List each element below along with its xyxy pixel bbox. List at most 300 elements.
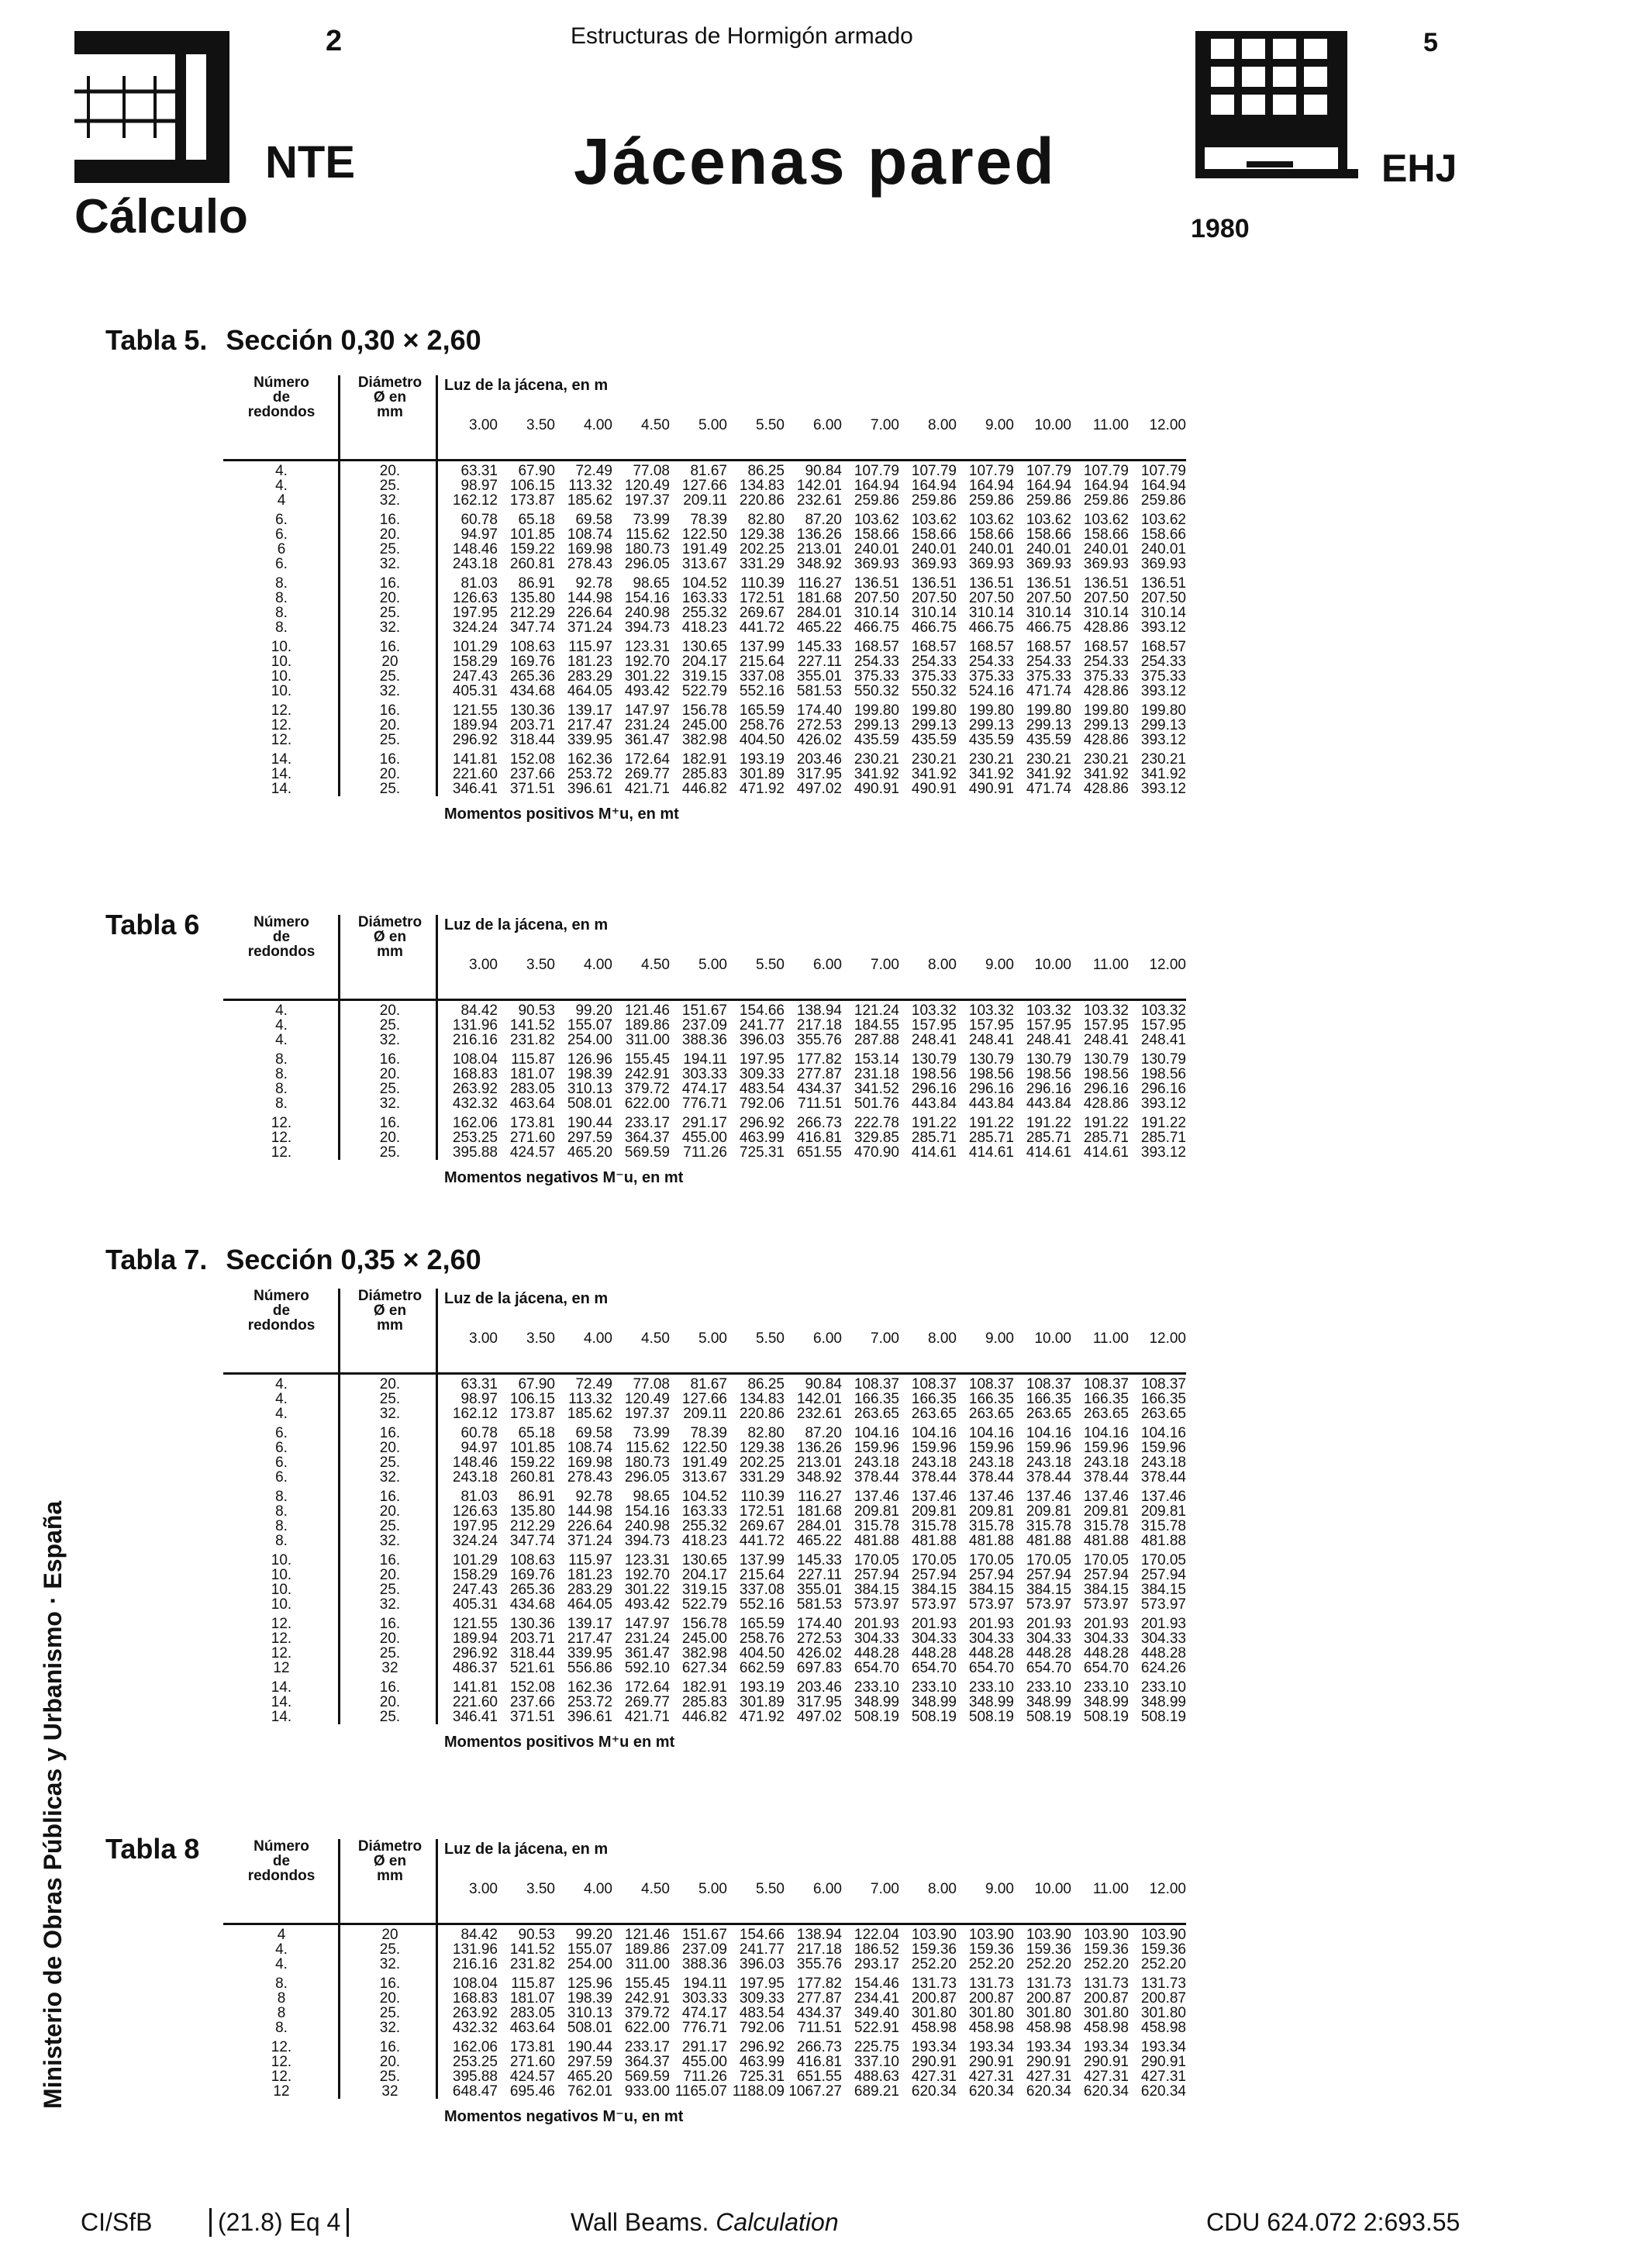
cell-moment: 108.37 <box>1026 1376 1071 1392</box>
cell-moment: 159.96 <box>1083 1440 1129 1456</box>
cell-moment: 269.67 <box>739 605 785 621</box>
cell-moment: 243.18 <box>1026 1454 1071 1471</box>
cell-diametro: 16. <box>379 2039 401 2055</box>
cell-numero: 10. <box>271 1596 292 1613</box>
cell-moment: 137.99 <box>739 639 785 655</box>
cell-moment: 293.17 <box>854 1956 899 1972</box>
cell-moment: 103.90 <box>911 1927 957 1943</box>
cell-moment: 197.95 <box>452 605 498 621</box>
cell-moment: 651.55 <box>796 1144 842 1161</box>
cell-moment: 369.93 <box>1026 556 1071 572</box>
cell-moment: 115.62 <box>626 526 670 543</box>
numero-header-line: Número <box>253 374 309 391</box>
cell-moment: 394.73 <box>624 619 670 636</box>
diametro-header-line: Diámetro <box>357 1288 422 1304</box>
cell-moment: 130.79 <box>1140 1051 1186 1068</box>
cell-numero: 12. <box>271 2069 292 2085</box>
cell-moment: 103.62 <box>854 512 899 528</box>
column-divider <box>338 1839 340 1927</box>
cell-moment: 200.87 <box>1140 1990 1186 2007</box>
diametro-header-line: mm <box>377 1317 403 1334</box>
cell-moment: 348.92 <box>796 1469 842 1486</box>
cell-moment: 253.72 <box>567 1694 612 1710</box>
cell-moment: 203.71 <box>509 1630 555 1647</box>
cell-moment: 259.86 <box>911 492 957 509</box>
cell-moment: 247.43 <box>452 668 498 685</box>
cell-numero: 14. <box>271 751 292 768</box>
span-length-label: Luz de la jácena, en m <box>444 916 609 933</box>
cell-moment: 121.24 <box>854 1002 899 1019</box>
cell-moment: 620.34 <box>1026 2083 1071 2100</box>
cell-moment: 215.64 <box>739 1567 785 1583</box>
cell-moment: 152.08 <box>509 1679 555 1696</box>
cell-diametro: 32. <box>379 1956 401 1972</box>
cell-moment: 139.17 <box>567 1616 612 1632</box>
cell-moment: 154.46 <box>854 1976 899 1992</box>
table-row <box>223 542 1186 557</box>
cell-moment: 216.16 <box>452 1032 498 1048</box>
cell-moment: 137.46 <box>911 1489 957 1505</box>
cell-moment: 573.97 <box>911 1596 957 1613</box>
cell-moment: 278.43 <box>567 556 612 572</box>
cell-moment: 364.37 <box>624 1130 670 1146</box>
cell-moment: 136.26 <box>796 1440 842 1456</box>
cell-moment: 237.66 <box>509 1694 555 1710</box>
table-row <box>223 1646 1186 1661</box>
cell-moment: 123.31 <box>624 1552 670 1568</box>
cell-moment: 263.65 <box>1026 1406 1071 1422</box>
diametro-header-line: Diámetro <box>357 914 422 930</box>
span-value: 4.00 <box>584 1330 612 1347</box>
cell-moment: 622.00 <box>624 2020 670 2036</box>
cell-moment: 240.01 <box>1026 541 1071 557</box>
cell-moment: 242.91 <box>624 1990 670 2007</box>
cell-moment: 654.70 <box>1083 1660 1129 1676</box>
cell-moment: 247.43 <box>452 1582 498 1598</box>
cell-moment: 522.79 <box>681 683 727 699</box>
cell-moment: 240.01 <box>968 541 1014 557</box>
cell-moment: 271.60 <box>509 1130 555 1146</box>
cell-moment: 283.05 <box>509 1081 555 1097</box>
cell-moment: 253.25 <box>452 1130 498 1146</box>
cell-moment: 254.33 <box>854 654 899 670</box>
cell-moment: 141.81 <box>452 751 498 768</box>
cell-moment: 168.57 <box>968 639 1014 655</box>
cell-moment: 94.97 <box>460 526 498 543</box>
cell-moment: 348.99 <box>1083 1694 1129 1710</box>
cell-moment: 272.53 <box>796 717 842 733</box>
cell-moment: 207.50 <box>854 590 899 606</box>
cell-moment: 287.88 <box>854 1032 899 1048</box>
cell-moment: 248.41 <box>911 1032 957 1048</box>
cell-moment: 67.90 <box>518 1376 555 1392</box>
table-row <box>223 1116 1186 1130</box>
cell-moment: 435.59 <box>1026 732 1071 748</box>
cell-moment: 192.70 <box>624 1567 670 1583</box>
cell-moment: 141.52 <box>509 1941 555 1958</box>
cell-moment: 371.51 <box>509 1709 555 1725</box>
cell-numero: 8. <box>275 590 288 606</box>
cell-moment: 207.50 <box>968 590 1014 606</box>
cell-moment: 169.98 <box>567 1454 612 1471</box>
cell-moment: 98.65 <box>633 575 670 592</box>
cell-diametro: 16. <box>379 702 401 719</box>
cell-moment: 309.33 <box>739 1066 785 1082</box>
cell-diametro: 16. <box>379 1679 401 1696</box>
numero-header-line: de <box>272 389 291 405</box>
cell-moment: 421.71 <box>624 1709 670 1725</box>
cell-moment: 573.97 <box>968 1596 1014 1613</box>
cell-moment: 508.19 <box>854 1709 899 1725</box>
cell-moment: 465.20 <box>567 1144 612 1161</box>
cell-moment: 157.95 <box>968 1017 1014 1034</box>
cell-moment: 155.45 <box>624 1051 670 1068</box>
cell-moment: 157.95 <box>1026 1017 1071 1034</box>
cell-diametro: 25. <box>379 1454 401 1471</box>
cell-moment: 170.05 <box>1140 1552 1186 1568</box>
cell-moment: 241.77 <box>739 1941 785 1958</box>
cell-moment: 448.28 <box>1140 1645 1186 1662</box>
cell-moment: 168.83 <box>452 1066 498 1082</box>
cell-moment: 130.79 <box>968 1051 1014 1068</box>
cell-moment: 156.78 <box>681 702 727 719</box>
cell-moment: 493.42 <box>624 683 670 699</box>
cell-moment: 181.23 <box>567 654 612 670</box>
cell-moment: 384.15 <box>1026 1582 1071 1598</box>
cell-moment: 201.93 <box>911 1616 957 1632</box>
cell-moment: 304.33 <box>1083 1630 1129 1647</box>
cell-moment: 78.39 <box>690 512 727 528</box>
footer-code-box <box>209 2208 349 2237</box>
cell-moment: 116.27 <box>798 1489 842 1505</box>
cell-diametro: 20 <box>381 654 398 670</box>
row-group <box>223 703 1186 747</box>
span-value: 11.00 <box>1092 1881 1129 1897</box>
section-code: EHJ <box>1381 147 1457 190</box>
cell-moment: 220.86 <box>739 492 785 509</box>
cell-moment: 225.75 <box>854 2039 899 2055</box>
cell-moment: 303.33 <box>681 1066 727 1082</box>
cell-moment: 60.78 <box>460 1425 498 1441</box>
cell-moment: 169.76 <box>509 654 555 670</box>
cell-numero: 6. <box>275 1440 288 1456</box>
cell-numero: 4 <box>277 492 286 509</box>
cell-moment: 103.32 <box>968 1002 1014 1019</box>
cell-moment: 108.37 <box>911 1376 957 1392</box>
cell-moment: 158.29 <box>452 1567 498 1583</box>
cell-moment: 240.01 <box>854 541 899 557</box>
cell-moment: 199.80 <box>968 702 1014 719</box>
cell-moment: 104.52 <box>681 575 727 592</box>
numero-header <box>223 915 340 959</box>
cell-moment: 220.86 <box>739 1406 785 1422</box>
cell-moment: 194.11 <box>683 1976 727 1992</box>
cell-moment: 78.39 <box>690 1425 727 1441</box>
cell-moment: 129.38 <box>739 1440 785 1456</box>
cell-diametro: 32. <box>379 556 401 572</box>
span-value: 12.00 <box>1149 957 1186 973</box>
cell-moment: 375.33 <box>854 668 899 685</box>
cell-moment: 170.05 <box>911 1552 957 1568</box>
cell-moment: 86.91 <box>518 575 555 592</box>
cell-moment: 98.65 <box>633 1489 670 1505</box>
cell-moment: 299.13 <box>1026 717 1071 733</box>
cell-moment: 121.46 <box>624 1927 670 1943</box>
cell-moment: 315.78 <box>854 1518 899 1534</box>
cell-moment: 792.06 <box>739 1096 785 1112</box>
cell-moment: 103.62 <box>1026 512 1071 528</box>
cell-moment: 158.66 <box>1026 526 1071 543</box>
cell-moment: 508.19 <box>1026 1709 1071 1725</box>
cell-moment: 186.52 <box>854 1941 899 1958</box>
table-row <box>223 1597 1186 1612</box>
cell-moment: 252.20 <box>1026 1956 1071 1972</box>
cell-moment: 329.85 <box>854 1130 899 1146</box>
header-rule <box>223 1372 1186 1375</box>
row-group <box>223 1052 1186 1111</box>
cell-diametro: 20. <box>379 1630 401 1647</box>
cell-moment: 711.51 <box>798 1096 842 1112</box>
cell-moment: 159.96 <box>1140 1440 1186 1456</box>
cell-moment: 257.94 <box>1083 1567 1129 1583</box>
cell-moment: 207.50 <box>911 590 957 606</box>
cell-moment: 165.59 <box>739 1616 785 1632</box>
cell-moment: 522.91 <box>854 2020 899 2036</box>
table-row <box>223 606 1186 620</box>
cell-moment: 136.51 <box>1140 575 1186 592</box>
cell-moment: 296.92 <box>739 2039 785 2055</box>
cell-moment: 369.93 <box>911 556 957 572</box>
span-value: 9.00 <box>985 417 1014 433</box>
cell-moment: 82.80 <box>747 1425 785 1441</box>
cell-moment: 231.24 <box>624 717 670 733</box>
cell-moment: 394.73 <box>624 1533 670 1549</box>
cell-moment: 573.97 <box>1026 1596 1071 1613</box>
cell-moment: 151.67 <box>681 1927 727 1943</box>
table-row <box>223 1130 1186 1145</box>
cell-moment: 277.87 <box>796 1066 842 1082</box>
cell-moment: 144.98 <box>567 1503 612 1520</box>
cell-moment: 455.00 <box>681 2054 727 2070</box>
cell-moment: 424.57 <box>509 1144 555 1161</box>
nte-label: NTE <box>265 137 355 188</box>
cell-moment: 310.14 <box>1083 605 1129 621</box>
cell-moment: 933.00 <box>624 2083 670 2100</box>
row-group <box>223 464 1186 508</box>
table-6-number: Tabla 6 <box>105 909 200 940</box>
span-value: 5.00 <box>698 1330 727 1347</box>
row-group <box>223 1617 1186 1675</box>
cell-moment: 443.84 <box>1026 1096 1071 1112</box>
cell-moment: 130.65 <box>681 639 727 655</box>
cell-numero: 14. <box>271 1709 292 1725</box>
span-value: 8.00 <box>928 1330 957 1347</box>
table-footer-label: Momentos positivos M⁺u, en mt <box>444 806 679 823</box>
cell-moment: 92.78 <box>575 1489 612 1505</box>
cell-moment: 180.73 <box>624 1454 670 1471</box>
row-group <box>223 1489 1186 1548</box>
cell-moment: 296.16 <box>968 1081 1014 1097</box>
table-row <box>223 493 1186 508</box>
cell-moment: 65.18 <box>518 1425 555 1441</box>
cell-moment: 137.46 <box>1140 1489 1186 1505</box>
cell-moment: 291.17 <box>681 2039 727 2055</box>
cell-moment: 137.46 <box>968 1489 1014 1505</box>
cell-moment: 108.63 <box>509 1552 555 1568</box>
cell-moment: 301.80 <box>1083 2005 1129 2021</box>
cell-moment: 446.82 <box>681 781 727 797</box>
cell-moment: 151.67 <box>681 1002 727 1019</box>
cell-moment: 285.83 <box>681 766 727 782</box>
cell-moment: 762.01 <box>567 2083 612 2100</box>
cell-moment: 104.16 <box>1140 1425 1186 1441</box>
diametro-header-line: mm <box>377 1868 403 1884</box>
cell-moment: 181.07 <box>509 1066 555 1082</box>
cell-moment: 177.82 <box>796 1051 842 1068</box>
cell-moment: 296.92 <box>452 1645 498 1662</box>
cell-moment: 181.23 <box>567 1567 612 1583</box>
cell-moment: 209.81 <box>968 1503 1014 1520</box>
cell-moment: 86.25 <box>747 1376 785 1392</box>
page-number-left: 2 <box>326 25 343 57</box>
cell-moment: 201.93 <box>854 1616 899 1632</box>
span-value: 8.00 <box>928 1881 957 1897</box>
cell-numero: 8. <box>275 1489 288 1505</box>
numero-header-line: de <box>272 1853 291 1869</box>
cell-moment: 313.67 <box>681 1469 727 1486</box>
cell-moment: 121.55 <box>452 702 498 719</box>
cell-moment: 189.86 <box>624 1017 670 1034</box>
cell-moment: 331.29 <box>739 1469 785 1486</box>
row-group <box>223 1377 1186 1421</box>
cell-moment: 129.38 <box>739 526 785 543</box>
cell-numero: 12. <box>271 1645 292 1662</box>
cell-diametro: 20 <box>381 1927 398 1943</box>
diametro-header <box>340 1839 440 1883</box>
cell-moment: 254.00 <box>567 1032 612 1048</box>
cell-numero: 8. <box>275 1081 288 1097</box>
cell-moment: 108.37 <box>854 1376 899 1392</box>
cell-moment: 168.57 <box>1026 639 1071 655</box>
table-body <box>223 1927 1186 2099</box>
cell-moment: 569.59 <box>624 1144 670 1161</box>
cell-moment: 155.07 <box>567 1941 612 1958</box>
cell-moment: 348.99 <box>854 1694 899 1710</box>
numero-header-line: Número <box>253 914 309 930</box>
cell-moment: 98.97 <box>460 1391 498 1407</box>
cell-moment: 341.92 <box>1026 766 1071 782</box>
table-row <box>223 591 1186 606</box>
numero-header-line: redondos <box>247 1317 316 1334</box>
cell-moment: 194.11 <box>683 1051 727 1068</box>
cell-diametro: 16. <box>379 1552 401 1568</box>
cell-moment: 435.59 <box>911 732 957 748</box>
table-body <box>223 1003 1186 1160</box>
cell-moment: 290.91 <box>968 2054 1014 2070</box>
numero-header-line: redondos <box>247 1868 316 1884</box>
cell-moment: 508.01 <box>567 1096 612 1112</box>
cell-moment: 230.21 <box>1083 751 1129 768</box>
cell-moment: 107.79 <box>968 463 1014 479</box>
cell-moment: 573.97 <box>1083 1596 1129 1613</box>
table-header <box>223 1289 1186 1377</box>
cell-moment: 166.35 <box>1026 1391 1071 1407</box>
cell-moment: 254.33 <box>1083 654 1129 670</box>
cell-numero: 12. <box>271 717 292 733</box>
table-footer-label: Momentos negativos M⁻u, en mt <box>444 2108 684 2125</box>
cell-moment: 248.41 <box>968 1032 1014 1048</box>
cell-moment: 369.93 <box>854 556 899 572</box>
table-7 <box>223 1289 1186 1751</box>
diametro-header <box>340 915 440 959</box>
table-7-caption <box>105 1244 481 1276</box>
cell-moment: 341.92 <box>1140 766 1186 782</box>
table-row <box>223 1582 1186 1597</box>
cell-moment: 245.00 <box>681 717 727 733</box>
cell-moment: 73.99 <box>633 1425 670 1441</box>
cell-moment: 159.36 <box>1083 1941 1129 1958</box>
cell-moment: 301.89 <box>739 766 785 782</box>
cell-moment: 255.32 <box>681 605 727 621</box>
cell-moment: 341.92 <box>854 766 899 782</box>
cell-diametro: 25. <box>379 2069 401 2085</box>
cell-moment: 245.00 <box>681 1630 727 1647</box>
cell-moment: 198.39 <box>567 1990 612 2007</box>
cell-diametro: 16. <box>379 1425 401 1441</box>
cell-moment: 201.93 <box>1083 1616 1129 1632</box>
cell-moment: 233.10 <box>1083 1679 1129 1696</box>
cell-moment: 217.18 <box>796 1941 842 1958</box>
cell-moment: 202.25 <box>739 1454 785 1471</box>
cell-numero: 12. <box>271 2054 292 2070</box>
cell-moment: 458.98 <box>968 2020 1014 2036</box>
cell-moment: 252.20 <box>911 1956 957 1972</box>
cell-moment: 434.37 <box>796 1081 842 1097</box>
cell-moment: 136.51 <box>968 575 1014 592</box>
span-value: 9.00 <box>985 957 1014 973</box>
cell-moment: 173.81 <box>509 1115 555 1131</box>
cell-diametro: 20. <box>379 1990 401 2007</box>
cell-diametro: 32. <box>379 1469 401 1486</box>
cell-moment: 347.74 <box>509 1533 555 1549</box>
cell-moment: 248.41 <box>1026 1032 1071 1048</box>
cell-moment: 259.86 <box>1140 492 1186 509</box>
cell-moment: 337.10 <box>854 2054 899 2070</box>
cell-moment: 232.61 <box>796 1406 842 1422</box>
cell-moment: 285.71 <box>1026 1130 1071 1146</box>
cell-moment: 263.92 <box>452 2005 498 2021</box>
cell-moment: 162.36 <box>567 1679 612 1696</box>
cell-moment: 127.66 <box>681 1391 727 1407</box>
cell-moment: 481.88 <box>1026 1533 1071 1549</box>
cell-moment: 253.72 <box>567 766 612 782</box>
span-value: 9.00 <box>985 1881 1014 1897</box>
cell-numero: 10. <box>271 683 292 699</box>
cell-moment: 465.20 <box>567 2069 612 2085</box>
cell-moment: 130.65 <box>681 1552 727 1568</box>
table-row <box>223 1553 1186 1568</box>
cell-moment: 427.31 <box>911 2069 957 2085</box>
cell-moment: 122.50 <box>681 1440 727 1456</box>
cell-moment: 234.41 <box>854 1990 899 2007</box>
cell-moment: 315.78 <box>1026 1518 1071 1534</box>
cell-moment: 416.81 <box>796 1130 842 1146</box>
cell-moment: 364.37 <box>624 2054 670 2070</box>
table-row <box>223 2020 1186 2035</box>
cell-moment: 448.28 <box>1083 1645 1129 1662</box>
footer-english-title <box>571 2208 839 2237</box>
cell-moment: 240.01 <box>911 541 957 557</box>
